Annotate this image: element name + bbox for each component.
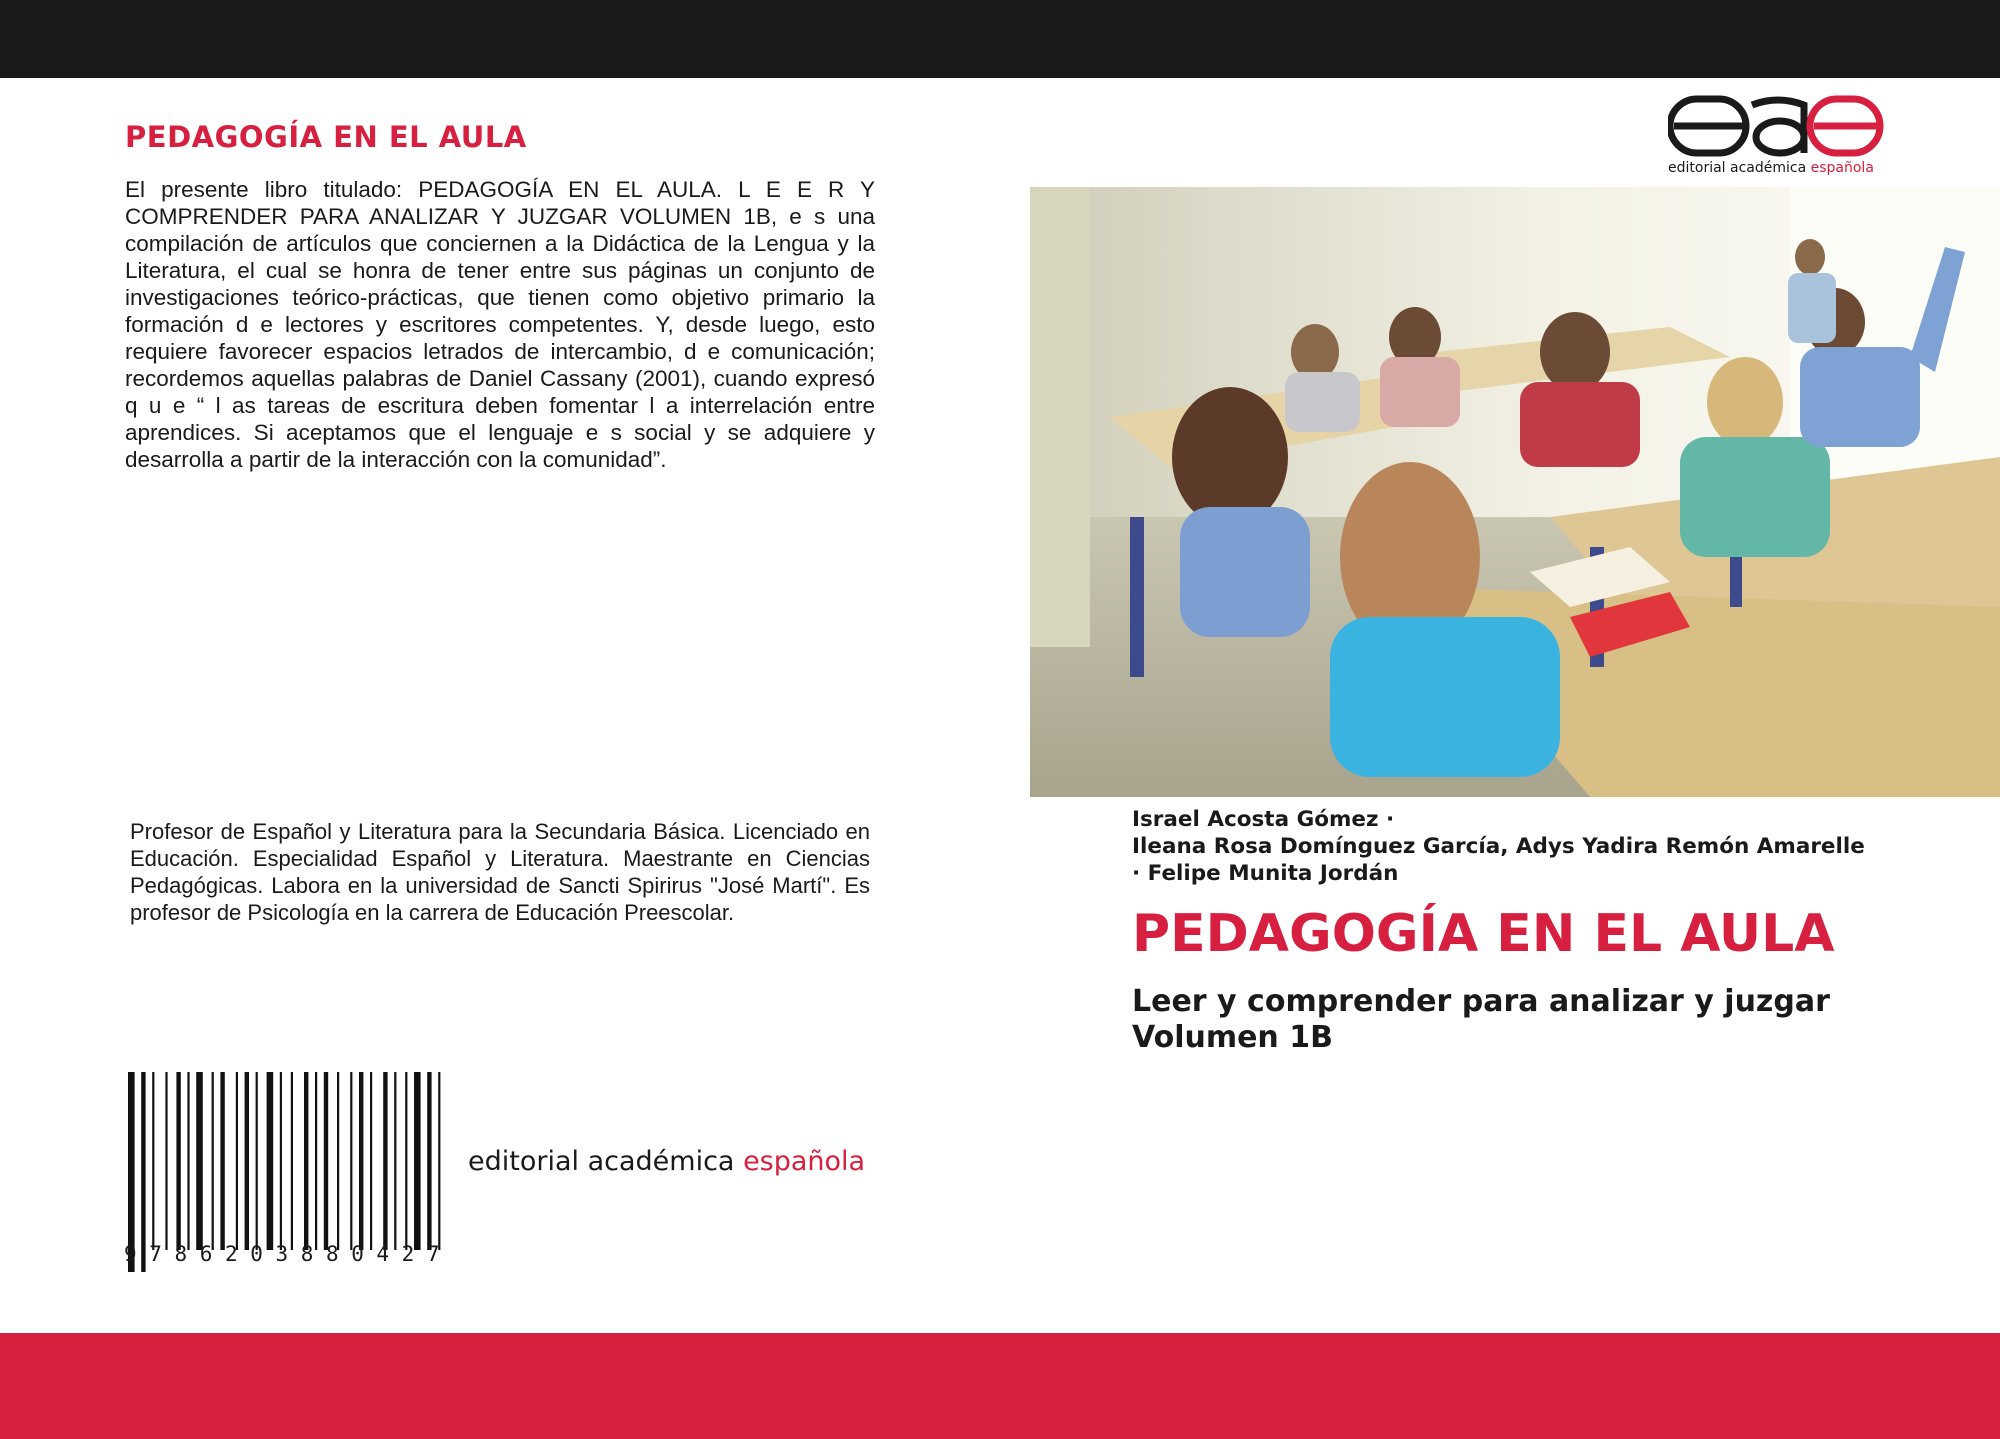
logo-caption [1668,160,1884,176]
logo-caption-accent: española [1810,160,1874,176]
isbn-digits: 9786203880427 [124,1242,453,1266]
authors [1132,806,1972,887]
subtitle-line-1: Leer y comprender para analizar y juzgar [1132,984,1830,1019]
top-band [0,0,2000,78]
subtitle-line-2: Volumen 1B [1132,1020,1333,1055]
subtitle [1132,984,1830,1056]
authors-line-1: Israel Acosta Gómez · [1132,807,1395,832]
classroom-photo-icon [1030,187,2000,797]
back-cover-blurb: El presente libro titulado: PEDAGOGÍA EN EL AULA. L E E R Y COMPRENDER PARA ANALIZAR Y JUZGAR VOLUMEN 1B, e s una compilación de artículos que conciernen a la Didáctica de la Lengua y la Literatura, el cual se honra de tener entre sus páginas un conjunto de investigaciones teórico-prácticas, que tienen como objetivo primario la formación d e lectores y escritores competentes. Y, desde luego, esto requiere favorecer espacios letrados de intercambio, d e comunicación; recordemos aquellas palabras de Daniel Cassany (2001), cuando expresó q u e “ l as tareas de escritura deben fomentar l a interrelación entre aprendices. Si aceptamos que el lenguaje e s social y se adquiere y desarrolla a partir de la interacción con la comunidad”. [125,177,875,472]
front-cover-title: PEDAGOGÍA EN EL AULA [1132,904,1835,964]
authors-line-2: Ileana Rosa Domínguez García, Adys Yadira Remón Amarelle [1132,834,1865,859]
author-bio: Profesor de Español y Literatura para la Secundaria Básica. Licenciado en Educación. Especialidad Español y Literatura. Maestrante en Ciencias Pedagógicas. Labora en la universidad de Sancti Spirirus "José Martí". Es profesor de Psicología en la carrera de Educación Preescolar. [130,819,870,925]
bottom-band [0,1333,2000,1439]
classroom-photo [1030,187,2000,797]
authors-line-3: · Felipe Munita Jordán [1132,861,1399,886]
publisher-accent: española [743,1146,866,1177]
logo-caption-main: editorial académica [1668,160,1807,176]
back-cover-title: PEDAGOGÍA EN EL AULA [125,120,527,154]
publisher-imprint [468,1146,865,1177]
publisher-main: editorial académica [468,1146,735,1177]
eae-logo-icon [1668,95,1884,157]
publisher-logo [1668,95,1884,187]
